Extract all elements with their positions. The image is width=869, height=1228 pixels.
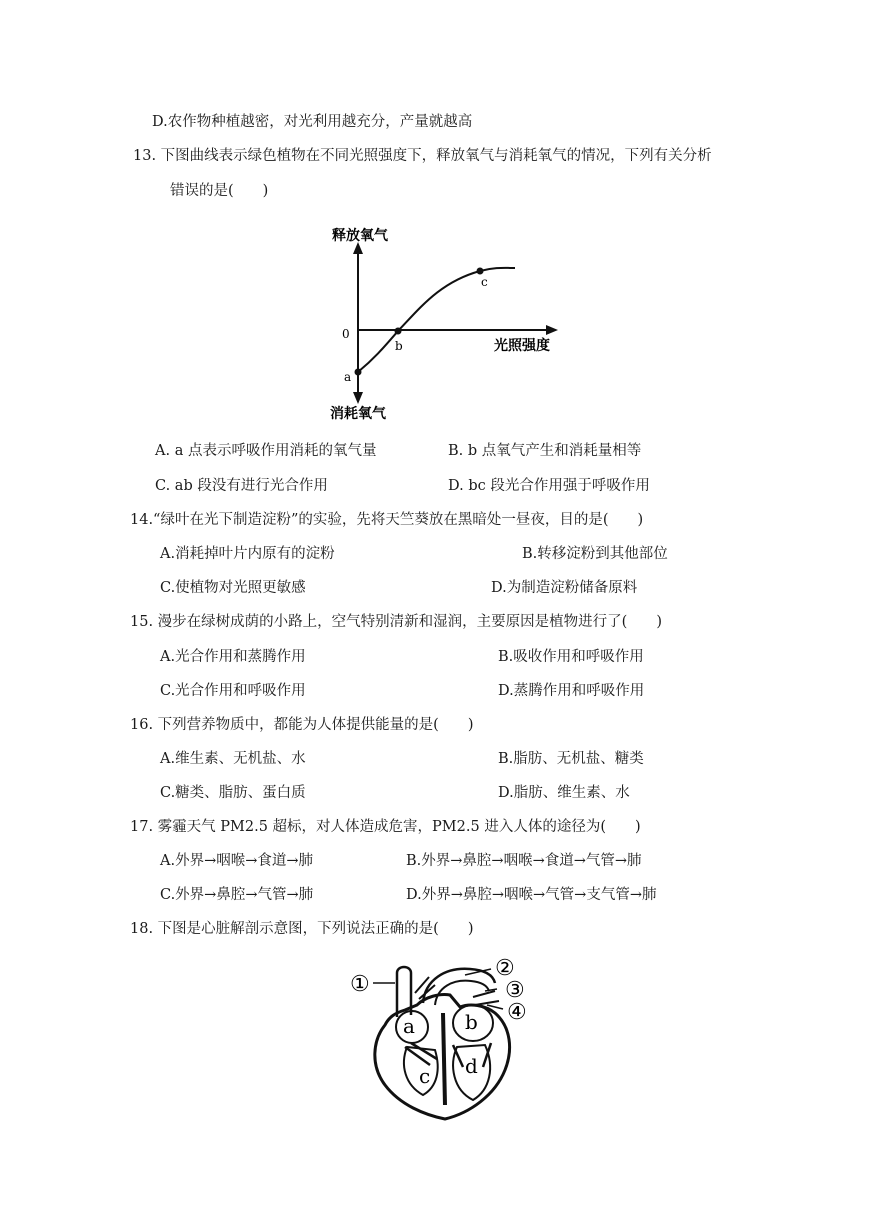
chamber-d-label: d xyxy=(465,1054,478,1078)
x-axis-label: 光照强度 xyxy=(494,338,550,354)
q15-stem: 15. 漫步在绿树成荫的小路上，空气特别清新和湿润，主要原因是植物进行了( ) xyxy=(130,614,662,630)
q16-stem: 16. 下列营养物质中，都能为人体提供能量的是( ) xyxy=(130,717,474,733)
point-c-marker xyxy=(477,268,484,275)
chamber-b-label: b xyxy=(465,1010,478,1034)
pulmonary-veins xyxy=(473,991,499,1005)
aortic-arch-inner xyxy=(435,981,489,1005)
y-top-label: 释放氧气 xyxy=(332,228,388,244)
q14-option-a: A.消耗掉叶片内原有的淀粉 xyxy=(160,546,335,562)
q17-option-c: C.外界→鼻腔→气管→肺 xyxy=(160,887,314,903)
q13-option-a: A. a 点表示呼吸作用消耗的氧气量 xyxy=(155,443,377,459)
point-b-marker xyxy=(395,328,402,335)
q18-heart-diagram xyxy=(345,955,545,1125)
point-c-label: c xyxy=(481,275,488,289)
q15-option-c: C.光合作用和呼吸作用 xyxy=(160,683,306,699)
q17-option-b: B.外界→鼻腔→咽喉→食道→气管→肺 xyxy=(406,853,642,869)
label-3: ③ xyxy=(505,978,525,1003)
q13-option-b: B. b 点氧气产生和消耗量相等 xyxy=(448,443,642,459)
q18-stem: 18. 下图是心脏解剖示意图，下列说法正确的是( ) xyxy=(130,921,474,937)
q15-option-b: B.吸收作用和呼吸作用 xyxy=(498,649,644,665)
q13-option-d: D. bc 段光合作用强于呼吸作用 xyxy=(448,478,650,494)
label-4: ④ xyxy=(507,1000,527,1025)
valves xyxy=(405,1043,491,1067)
q17-stem: 17. 雾霾天气 PM2.5 超标，对人体造成危害，PM2.5 进入人体的途径为( ) xyxy=(130,819,641,835)
q17-option-d: D.外界→鼻腔→咽喉→气管→支气管→肺 xyxy=(406,887,657,903)
q17-option-a: A.外界→咽喉→食道→肺 xyxy=(160,853,314,869)
q14-option-b: B.转移淀粉到其他部位 xyxy=(522,546,668,562)
label-1: ① xyxy=(350,972,370,997)
q16-option-c: C.糖类、脂肪、蛋白质 xyxy=(160,785,306,801)
q14-option-d: D.为制造淀粉储备原料 xyxy=(491,580,638,596)
q14-stem: 14.“绿叶在光下制造淀粉”的实验，先将天竺葵放在黑暗处一昼夜，目的是( ) xyxy=(130,512,644,528)
q16-option-b: B.脂肪、无机盐、糖类 xyxy=(498,751,644,767)
q13-stem-line1: 13. 下图曲线表示绿色植物在不同光照强度下，释放氧气与消耗氧气的情况，下列有关分析 xyxy=(133,148,712,164)
y-bottom-label: 消耗氧气 xyxy=(330,406,386,422)
q15-option-d: D.蒸腾作用和呼吸作用 xyxy=(498,683,645,699)
point-a-marker xyxy=(355,369,362,376)
q13-oxygen-light-graph xyxy=(320,220,570,425)
q16-option-d: D.脂肪、维生素、水 xyxy=(498,785,630,801)
y-axis-down-arrow xyxy=(353,392,363,404)
oxygen-curve xyxy=(358,268,515,372)
q16-option-a: A.维生素、无机盐、水 xyxy=(160,751,306,767)
q15-option-a: A.光合作用和蒸腾作用 xyxy=(160,649,306,665)
point-b-label: b xyxy=(395,339,403,353)
x-axis-arrow xyxy=(546,325,558,335)
label-2: ② xyxy=(495,956,515,981)
q13-option-c: C. ab 段没有进行光合作用 xyxy=(155,478,328,494)
q14-option-c: C.使植物对光照更敏感 xyxy=(160,580,306,596)
chamber-c-label: c xyxy=(419,1064,431,1088)
point-a-label: a xyxy=(344,370,352,384)
q12-option-d: D.农作物种植越密，对光利用越充分，产量就越高 xyxy=(152,114,473,130)
chamber-a-label: a xyxy=(403,1014,415,1038)
leader-3 xyxy=(485,989,497,991)
septum xyxy=(443,1013,445,1105)
q13-stem-line2: 错误的是( ) xyxy=(170,183,269,199)
origin-label: 0 xyxy=(342,327,350,341)
